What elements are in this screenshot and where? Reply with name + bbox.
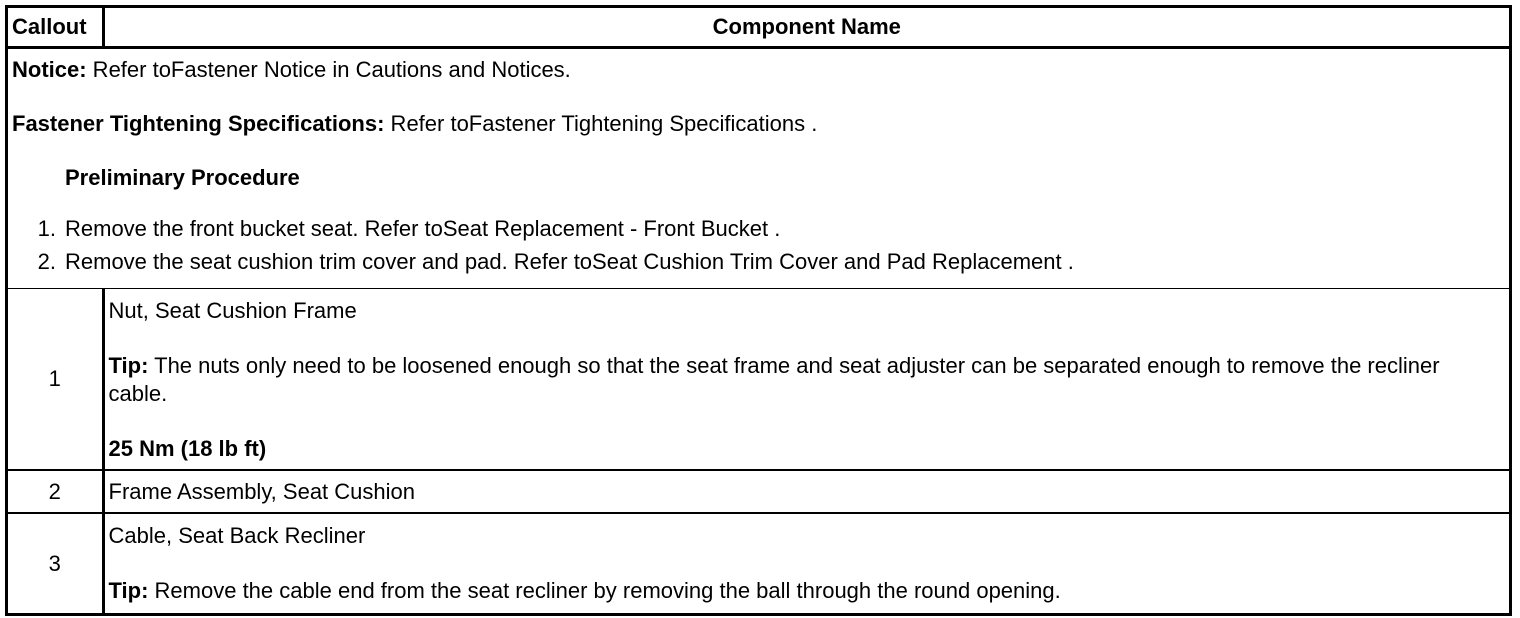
notice-row xyxy=(8,47,1509,288)
component-table xyxy=(8,8,1509,613)
torque-spec: 25 Nm (18 lb ft) xyxy=(108,435,267,461)
callout-number: 2 xyxy=(8,470,103,513)
table-header-row xyxy=(8,8,1509,47)
callout-number: 1 xyxy=(8,288,103,470)
table-row xyxy=(8,513,1509,613)
notice-text: Refer toFastener Notice in Cautions and Notices. xyxy=(86,56,571,82)
table-row xyxy=(8,470,1509,513)
tip-text: The nuts only need to be loosened enough so that the seat frame and seat adjuster can be separated enough to remove the recliner cable. xyxy=(108,352,1440,406)
step-text: Remove the front bucket seat. Refer toSeat Replacement - Front Bucket . xyxy=(65,215,781,241)
component-name: Cable, Seat Back Recliner xyxy=(108,523,366,548)
tip-label: Tip: xyxy=(108,578,149,603)
tip-label: Tip: xyxy=(108,352,149,378)
list-item xyxy=(12,212,1503,245)
notice-label: Notice: xyxy=(12,56,87,82)
preliminary-procedure-title: Preliminary Procedure xyxy=(65,164,300,190)
component-cell xyxy=(103,470,1509,513)
callout-number: 3 xyxy=(8,513,103,613)
tip-line xyxy=(109,352,1500,408)
notice-cell xyxy=(8,47,1509,288)
table-row xyxy=(8,288,1509,470)
step-number: 2. xyxy=(37,248,56,274)
notice-line xyxy=(12,57,1503,83)
spec-line xyxy=(12,111,1503,137)
step-number: 1. xyxy=(37,215,56,241)
component-name: Nut, Seat Cushion Frame xyxy=(108,297,357,323)
preliminary-steps-list xyxy=(12,212,1503,278)
component-name: Frame Assembly, Seat Cushion xyxy=(108,478,415,504)
step-text: Remove the seat cushion trim cover and pad. Refer toSeat Cushion Trim Cover and Pad Replacement . xyxy=(65,248,1074,274)
component-table-frame xyxy=(5,5,1512,616)
component-cell xyxy=(103,513,1509,613)
component-name-column-header: Component Name xyxy=(103,8,1509,47)
spec-text: Refer toFastener Tightening Specifications . xyxy=(384,110,818,136)
tip-line xyxy=(109,577,1500,605)
component-cell xyxy=(103,288,1509,470)
callout-column-header: Callout xyxy=(8,8,103,47)
spec-label: Fastener Tightening Specifications: xyxy=(12,110,385,136)
list-item xyxy=(12,245,1503,278)
tip-text: Remove the cable end from the seat recliner by removing the ball through the round opening. xyxy=(148,578,1061,603)
